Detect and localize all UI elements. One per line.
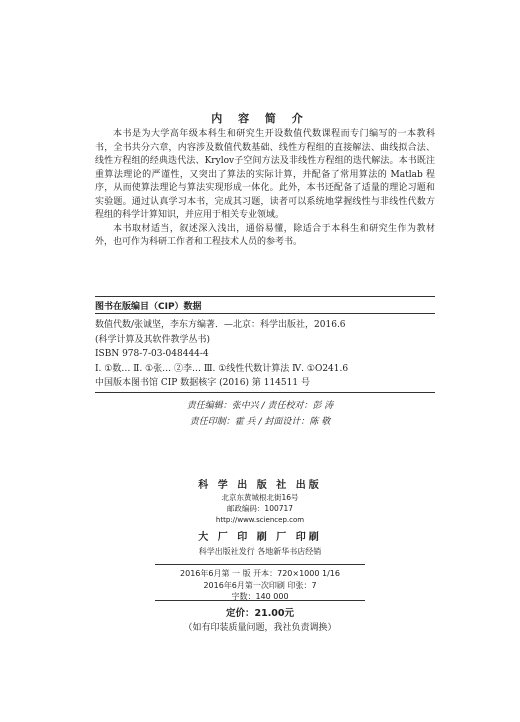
editor-credits: 责任编辑：张中兴 / 责任校对：彭 涛 [186,401,334,411]
cip-line-isbn: ISBN 978-7-03-048444-4 [95,349,209,359]
edition-top-rule [155,564,365,565]
cip-mid-rule [95,313,435,314]
publisher-name: 科 学 出 版 社 出版 [198,480,322,491]
cip-line-series: (科学计算及其软件教学丛书) [95,334,211,345]
cip-line-record: 中国版本图书馆 CIP 数据核字 (2016) 第 114511 号 [95,378,310,388]
cip-bottom-rule [95,392,435,393]
intro-paragraph-1: 本书是为大学高年级本科生和研究生开设数值代数课程而专门编写的一本教科书，全书共分六章，内容涉及数值代数基础、线性方程组的直接解法、曲线拟合法、线性方程组的经典迭代法、Krylov子空间方法及非线性方程组的迭代解法。本书既注重算法理论的严谨性，又突出了算法的实际计算，并配备了常用算法的 Matlab 程序，从而使算法理论与算法实现形成一体化。此外，本书还配备了适量的理论习题和实验题。通过认真学习本书，完成其习题，读者可以系统地掌握线性与非线性代数方程组的科学计算知识，并应用于相关专业领域。 [95,129,435,220]
edition-line-2: 2016年6月第一次印刷 印张：7 [203,581,317,590]
intro-heading: 内 容 简 介 [211,112,309,125]
publisher-url: http://www.sciencep.com [215,516,305,524]
edition-bottom-rule [155,600,365,601]
cip-top-rule [95,296,435,297]
edition-line-3: 字数：140 000 [231,592,289,601]
quality-notice: （如有印装质量问题，我社负责调换） [183,623,337,633]
edition-line-1: 2016年6月第 一 版 开本：720×1000 1/16 [180,569,340,578]
intro-paragraph-2: 本书取材适当，叙述深入浅出，通俗易懂，除适合于本科生和研究生作为教材外，也可作为科研工作者和工程技术人员的参考书。 [95,223,435,247]
price: 定价：21.00元 [225,608,295,619]
printer-name: 大 厂 印 刷 厂 印刷 [198,532,322,543]
cip-heading: 图书在版编目（CIP）数据 [95,302,202,312]
publisher-zip: 邮政编码：100717 [226,504,294,513]
publisher-address: 北京东黄城根北街16号 [221,493,299,502]
cip-line-title: 数值代数/张诚坚，李东方编著．—北京：科学出版社，2016.6 [95,320,346,330]
production-credits: 责任印制：霍 兵 / 封面设计：陈 敬 [189,417,331,427]
intro-body [95,128,435,250]
cip-data [95,318,435,391]
cip-line-classification: Ⅰ. ①数… Ⅱ. ①张… ②李… Ⅲ. ①线性代数计算法 Ⅳ. ①O241.6 [95,363,349,374]
distribution-line: 科学出版社发行 各地新华书店经销 [198,547,322,556]
